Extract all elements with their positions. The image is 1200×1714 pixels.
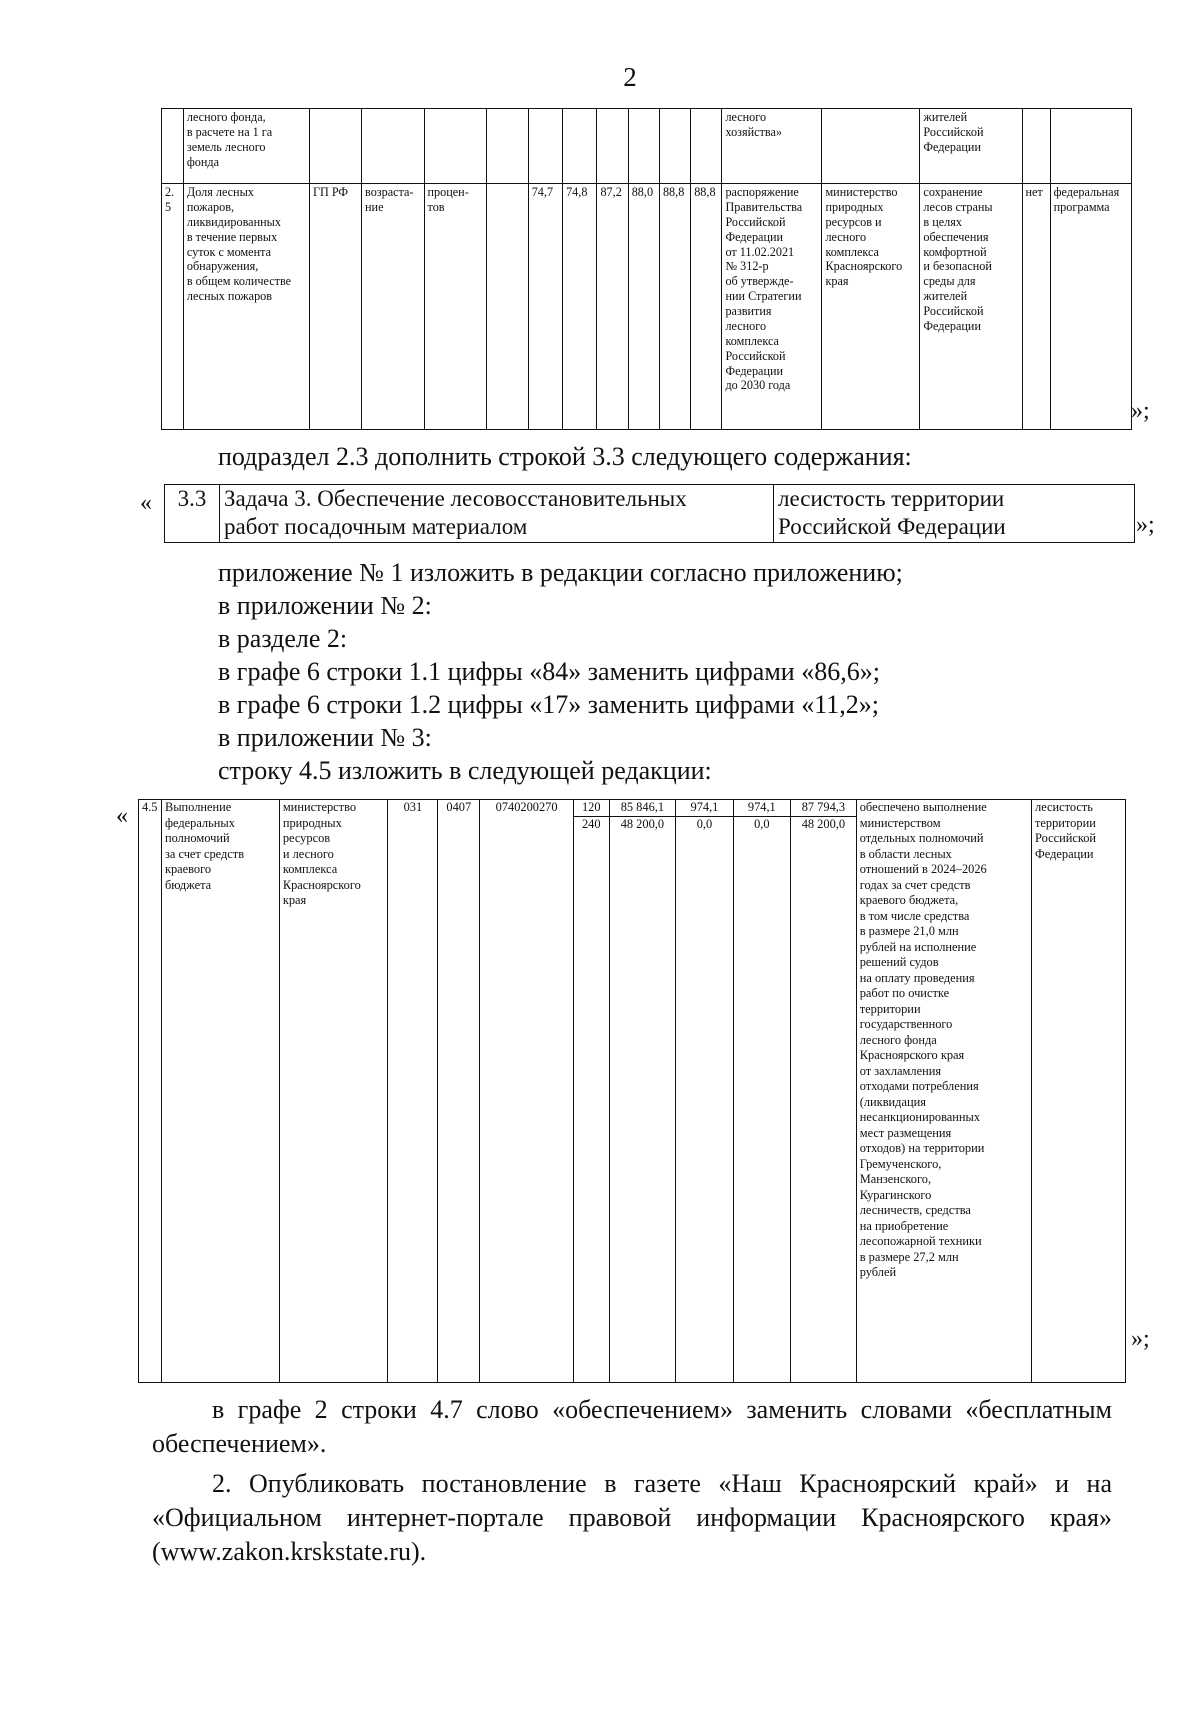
instruction-line: приложение № 1 изложить в редакции согласно приложению;: [218, 558, 903, 587]
flag-cell: [1022, 109, 1050, 184]
closing-quote: »;: [1131, 398, 1150, 424]
document-cell: распоряжение Правительства Российской Федерации от 11.02.2021 № 312-р об утвержде- нии Стратегии развития лесного комплекса Российской Федерации до 2030 года: [722, 184, 822, 430]
instruction-line: в приложении № 3:: [218, 723, 432, 752]
closing-quote: »;: [1136, 512, 1155, 538]
activity-name-cell: Выполнение федеральных полномочий за счет средств краевого бюджета: [161, 800, 279, 1383]
flag-cell: нет: [1022, 184, 1050, 430]
table-row: [165, 485, 1135, 543]
instruction-line: строку 4.5 изложить в следующей редакции:: [218, 756, 712, 785]
amount-value: 87 794,3: [801, 800, 846, 814]
opening-quote: «: [116, 803, 128, 829]
amount-value: 0,0: [734, 816, 790, 833]
goal-cell: жителей Российской Федерации: [920, 109, 1022, 184]
vr-value: 120: [581, 800, 601, 814]
indicator-cell: лесистость территории Российской Федерации: [1032, 800, 1126, 1383]
year-2026-cell: [733, 800, 790, 1383]
row-number-cell: 2.5: [162, 184, 184, 430]
total-cell: [791, 800, 857, 1383]
vr-value: 240: [574, 816, 608, 833]
row-number-cell: 3.3: [165, 485, 220, 543]
paragraph-publication: 2. Опубликовать постановление в газете «Наш Красноярский край» и на «Официальном интернет-портале правовой информации Красноярского края» (www.zakon.krskstate.ru).: [152, 1469, 1112, 1566]
unit-cell: [424, 109, 487, 184]
value-cell: 88,8: [691, 184, 722, 430]
instruction-line: в приложении № 2:: [218, 591, 432, 620]
task-table: [164, 484, 1135, 543]
value-cell: [659, 109, 690, 184]
responsible-cell: [822, 109, 920, 184]
goal-cell: сохранение лесов страны в целях обеспечения комфортной и безопасной среды для жителей Российской Федерации: [920, 184, 1022, 430]
amount-value: 48 200,0: [791, 816, 856, 833]
year-2025-cell: [676, 800, 733, 1383]
amount-value: 974,1: [690, 800, 719, 814]
instruction-line: в разделе 2:: [218, 624, 348, 653]
table-row: [139, 800, 1126, 1383]
value-cell: [563, 109, 597, 184]
vr-cell: [574, 800, 609, 1383]
base-value-cell: [487, 184, 529, 430]
closing-quote: »;: [1131, 1326, 1150, 1352]
amount-value: 85 846,1: [620, 800, 665, 814]
document-cell: лесного хозяйства»: [722, 109, 822, 184]
instruction-line: в графе 6 строки 1.1 цифры «84» заменить цифрами «86,6»;: [218, 657, 880, 686]
value-cell: 88,8: [659, 184, 690, 430]
amount-value: 0,0: [676, 816, 732, 833]
unit-cell: процен- тов: [424, 184, 487, 430]
instruction-line: в графе 6 строки 1.2 цифры «17» заменить цифрами «11,2»;: [218, 690, 879, 719]
row-number-cell: [162, 109, 184, 184]
executor-cell: министерство природных ресурсов и лесного комплекса Красноярского края: [279, 800, 388, 1383]
grbs-cell: 031: [388, 800, 438, 1383]
year-2024-cell: [609, 800, 676, 1383]
csr-cell: 0740200270: [480, 800, 574, 1383]
value-cell: [691, 109, 722, 184]
paragraph-subsection: подраздел 2.3 дополнить строкой 3.3 следующего содержания:: [218, 442, 912, 471]
trend-cell: возраста- ние: [362, 184, 425, 430]
value-cell: [528, 109, 562, 184]
value-cell: 74,8: [563, 184, 597, 430]
value-cell: [628, 109, 659, 184]
row-number-cell: 4.5: [139, 800, 162, 1383]
indicators-table: [161, 108, 1132, 430]
page-number: 2: [623, 62, 637, 92]
activity-table: [138, 799, 1126, 1383]
source-cell: ГП РФ: [309, 184, 361, 430]
value-cell: [597, 109, 628, 184]
indicator-cell: лесистость территории Российской Федерации: [774, 485, 1135, 543]
value-cell: 87,2: [597, 184, 628, 430]
program-cell: федеральная программа: [1050, 184, 1131, 430]
table-row: [162, 109, 1132, 184]
value-cell: 88,0: [628, 184, 659, 430]
base-value-cell: [487, 109, 529, 184]
indicator-name-cell: Доля лесных пожаров, ликвидированных в течение первых суток с момента обнаружения, в общем количестве лесных пожаров: [183, 184, 309, 430]
task-cell: Задача 3. Обеспечение лесовосстановительных работ посадочным материалом: [220, 485, 774, 543]
table-row: [162, 184, 1132, 430]
indicator-name-cell: лесного фонда, в расчете на 1 га земель лесного фонда: [183, 109, 309, 184]
opening-quote: «: [140, 490, 152, 516]
source-cell: [309, 109, 361, 184]
amount-value: 974,1: [747, 800, 776, 814]
responsible-cell: министерство природных ресурсов и лесного комплекса Красноярского края: [822, 184, 920, 430]
amount-value: 48 200,0: [610, 816, 676, 833]
rzpr-cell: 0407: [438, 800, 480, 1383]
trend-cell: [362, 109, 425, 184]
result-cell: обеспечено выполнение министерством отдельных полномочий в области лесных отношений в 2024–2026 годах за счет средств краевого бюджета, в том числе средства в размере 21,0 млн рублей на исполнение решений судов на оплату проведения работ по очистке территории государственного лесного фонда Красноярского края от захламления отходами потребления (ликвидация несанкционированных мест размещения отходов) на территории Гремученского, Манзенского, Курагинского лесничеств, средства на приобретение лесопожарной техники в размере 27,2 млн рублей: [856, 800, 1031, 1383]
program-cell: [1050, 109, 1131, 184]
value-cell: 74,7: [528, 184, 562, 430]
paragraph-graph-replacement: в графе 2 строки 4.7 слово «обеспечением» заменить словами «бесплатным обеспечением».: [152, 1395, 1112, 1458]
